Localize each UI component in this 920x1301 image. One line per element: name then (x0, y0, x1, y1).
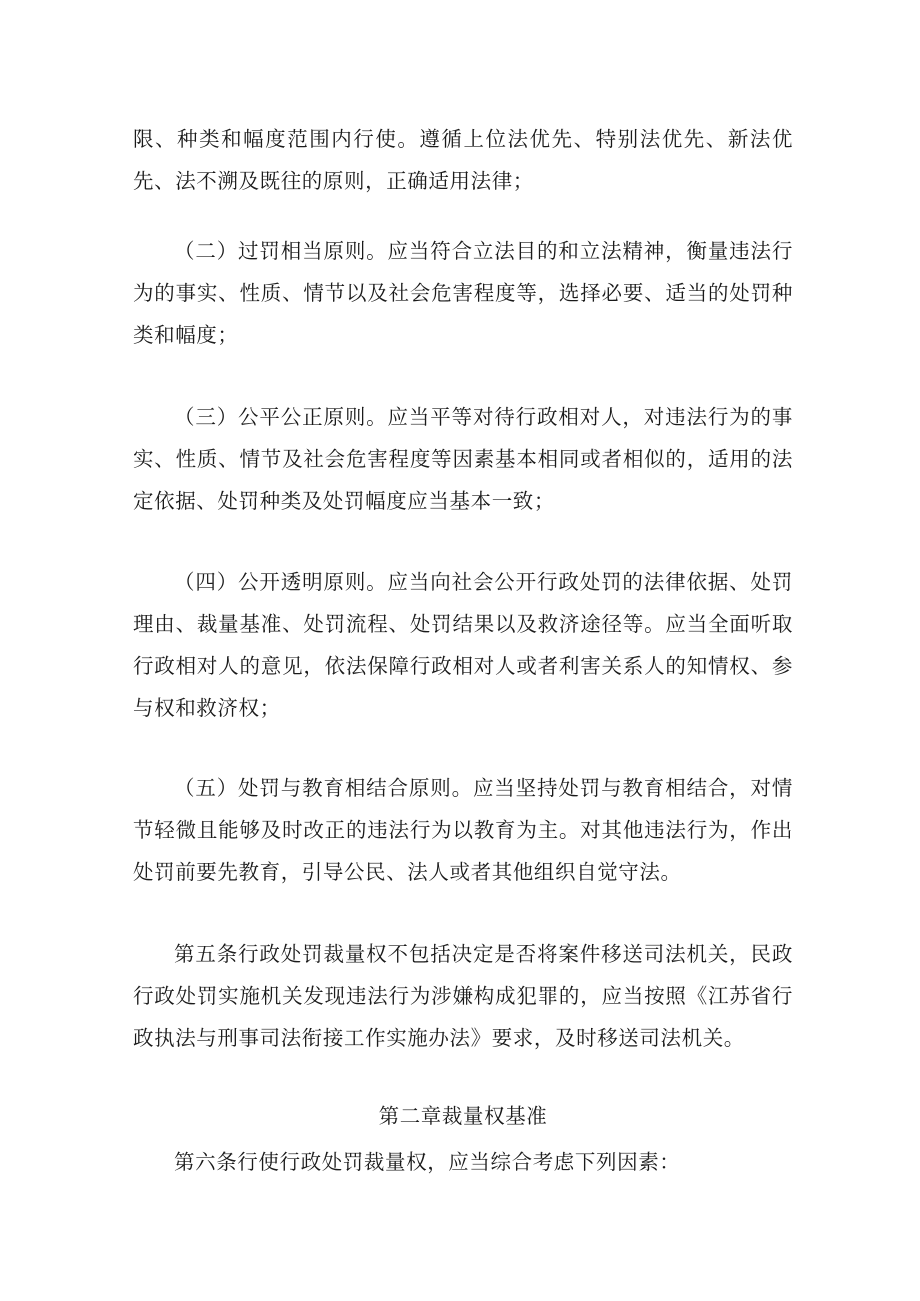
paragraph-principle-two: （二）过罚相当原则。应当符合立法目的和立法精神，衡量违法行为的事实、性质、情节以及社会危害程度等，选择必要、适当的处罚种类和幅度； (133, 239, 793, 347)
paragraph-principle-four: （四）公开透明原则。应当向社会公开行政处罚的法律依据、处罚理由、裁量基准、处罚流程、处罚结果以及救济途径等。应当全面听取行政相对人的意见，依法保障行政相对人或者利害关系人的知情权、参与权和救济权； (133, 570, 793, 720)
paragraph-article-six: 第六条行使行政处罚裁量权，应当综合考虑下列因素： (174, 1150, 681, 1174)
paragraph-article-five: 第五条行政处罚裁量权不包括决定是否将案件移送司法机关，民政行政处罚实施机关发现违法行为涉嫌构成犯罪的，应当按照《江苏省行政执法与刑事司法衔接工作实施办法》要求，及时移送司法机关。 (133, 942, 793, 1050)
chapter-heading: 第二章裁量权基准 (378, 1104, 548, 1128)
paragraph-continuation: 限、种类和幅度范围内行使。遵循上位法优先、特别法优先、新法优先、法不溯及既往的原则，正确适用法律； (133, 127, 793, 193)
paragraph-principle-three: （三）公平公正原则。应当平等对待行政相对人，对违法行为的事实、性质、情节及社会危害程度等因素基本相同或者相似的，适用的法定依据、处罚种类及处罚幅度应当基本一致； (133, 405, 793, 513)
paragraph-principle-five: （五）处罚与教育相结合原则。应当坚持处罚与教育相结合，对情节轻微且能够及时改正的违法行为以教育为主。对其他违法行为，作出处罚前要先教育，引导公民、法人或者其他组织自觉守法。 (133, 776, 793, 884)
